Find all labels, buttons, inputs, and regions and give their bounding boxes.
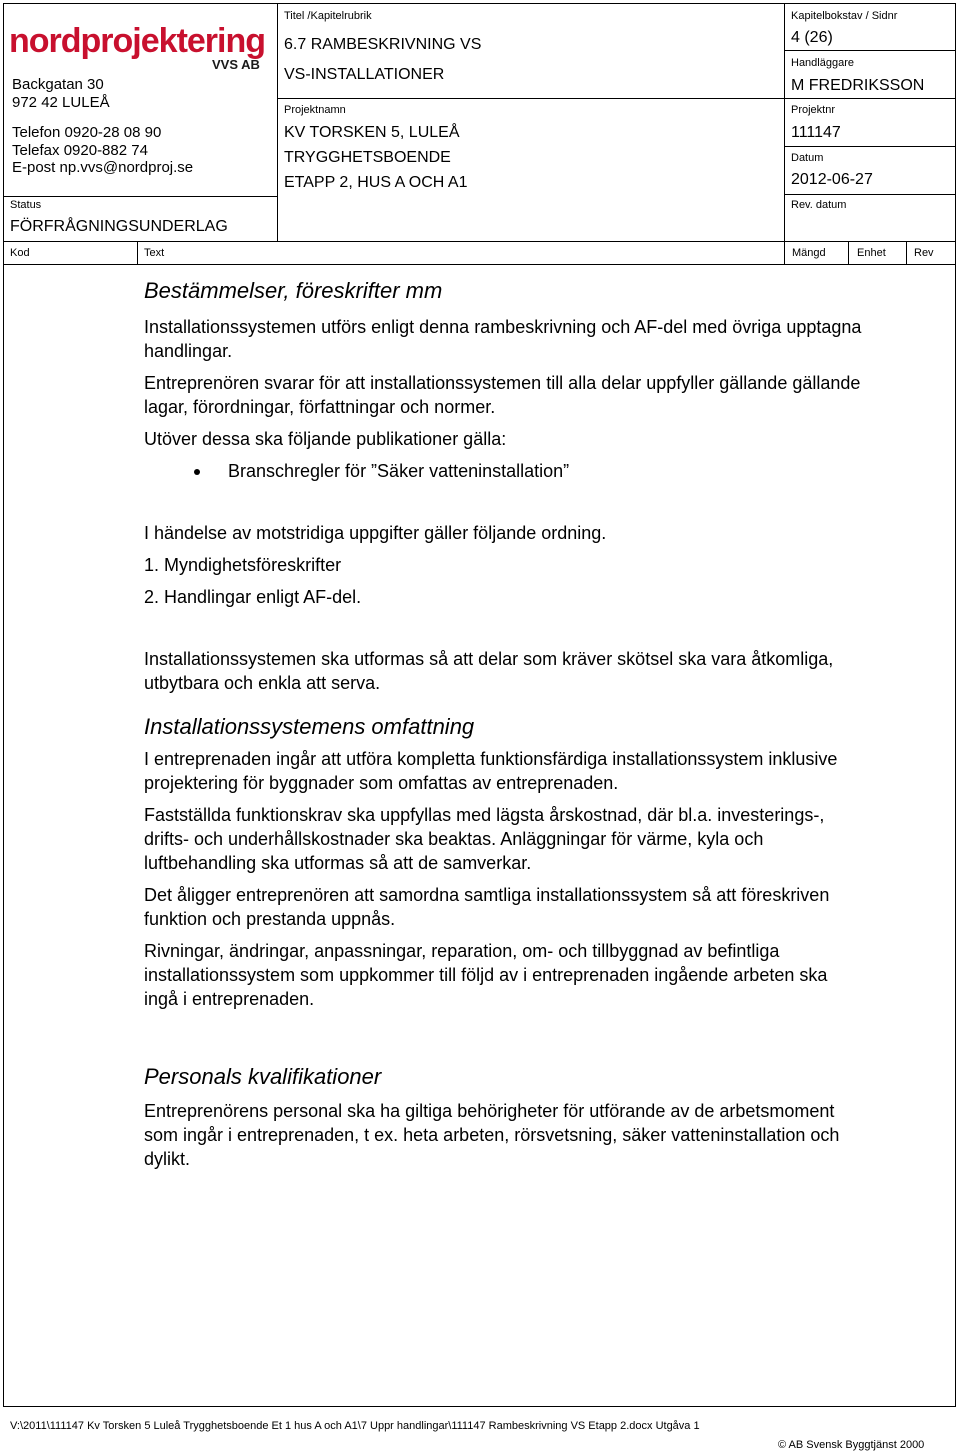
right-line-2 xyxy=(784,98,956,99)
right-line-3 xyxy=(784,146,956,147)
heading-bestammelser: Bestämmelser, föreskrifter mm xyxy=(144,278,443,303)
title-line-2: VS-INSTALLATIONER xyxy=(284,66,445,83)
column-enhet: Enhet xyxy=(857,247,886,259)
date-label: Datum xyxy=(791,152,824,164)
header-bottom-line xyxy=(3,241,956,242)
column-header-bottom xyxy=(3,264,956,265)
paragraph-handelse: I händelse av motstridiga uppgifter gäller följande ordning. xyxy=(144,523,607,543)
list-item-1: 1. Myndighetsföreskrifter xyxy=(144,555,342,575)
bullet-item xyxy=(144,459,864,483)
footer-file-path: V:\2011\111147 Kv Torsken 5 Luleå Trygghetsboende Et 1 hus A och A1\7 Uppr handlingar\111147 Rambeskrivning VS Etapp 2.docx Utgåva 1 xyxy=(10,1420,700,1432)
paragraph-utformas: Installationssystemen ska utformas så att delar som kräver skötsel ska vara åtkomliga, utbytbara och enkla att serva. xyxy=(144,649,834,693)
column-rev: Rev xyxy=(914,247,934,259)
project-no-value: 111147 xyxy=(791,124,841,141)
company-logo-sub: VVS AB xyxy=(212,57,260,72)
col-divider-enhet xyxy=(848,241,849,264)
page-label: Kapitelbokstav / Sidnr xyxy=(791,10,898,22)
title-label: Titel /Kapitelrubrik xyxy=(284,10,372,22)
heading-personal: Personals kvalifikationer xyxy=(144,1064,382,1089)
title-line-1: 6.7 RAMBESKRIVNING VS xyxy=(284,36,482,53)
paragraph-entreprenaden: I entreprenaden ingår att utföra kompletta funktionsfärdiga installationssystem inklusive projektering för byggnader som omfattas av entreprenaden. xyxy=(144,749,838,793)
right-line-4 xyxy=(784,194,956,195)
header-divider-2 xyxy=(784,3,785,241)
rev-date-label: Rev. datum xyxy=(791,199,847,211)
status-label: Status xyxy=(10,199,42,211)
list-item-2: 2. Handlingar enligt AF-del. xyxy=(144,587,362,607)
project-name-label: Projektnamn xyxy=(284,104,346,116)
project-no-label: Projektnr xyxy=(791,104,836,116)
project-name-3: ETAPP 2, HUS A OCH A1 xyxy=(284,174,468,191)
bullet-dot-icon xyxy=(194,469,200,475)
column-text: Text xyxy=(144,247,165,259)
company-fax: Telefax 0920-882 74 xyxy=(12,142,148,159)
col-divider-kod xyxy=(137,241,138,264)
header-divider-1 xyxy=(277,3,278,241)
company-phone: Telefon 0920-28 08 90 xyxy=(12,124,162,141)
company-address-2: 972 42 LULEÅ xyxy=(12,94,110,111)
heading-omfattning: Installationssystemens omfattning xyxy=(144,714,475,739)
footer-copyright: © AB Svensk Byggtjänst 2000 xyxy=(778,1439,925,1451)
paragraph-rivningar: Rivningar, ändringar, anpassningar, reparation, om- och tillbyggnad av befintliga installationssystem som uppkommer till följd av i entreprenaden ingående arbeten ska ingå i entreprenaden. xyxy=(144,941,828,1009)
column-mangd: Mängd xyxy=(792,247,826,259)
col-divider-mangd xyxy=(784,241,785,264)
paragraph-funktionskrav: Fastställda funktionskrav ska uppfyllas med lägsta årskostnad, där bl.a. investerings-, drifts- och underhållskostnader ska beaktas. Anläggningar för värme, kyla och luftbehandling ska utformas så att de samverkar. xyxy=(144,805,825,873)
company-address-1: Backgatan 30 xyxy=(12,76,104,93)
col-divider-rev xyxy=(906,241,907,264)
column-kod: Kod xyxy=(10,247,30,259)
project-name-2: TRYGGHETSBOENDE xyxy=(284,149,451,166)
paragraph-installationssystemen: Installationssystemen utförs enligt denna rambeskrivning och AF-del med övriga upptagna handlingar. xyxy=(144,317,862,361)
title-line xyxy=(277,98,784,99)
status-value: FÖRFRÅGNINGSUNDERLAG xyxy=(10,218,228,235)
paragraph-personal: Entreprenörens personal ska ha giltiga behörigheter för utförande av de arbetsmoment som ingår i entreprenaden, t ex. heta arbeten, rörsvetsning, säker vatteninstallation och dylikt. xyxy=(144,1101,840,1169)
company-logo: nordprojektering xyxy=(9,22,266,60)
paragraph-samordna: Det åligger entreprenören att samordna samtliga installationssystem så att föreskriven funktion och prestanda uppnås. xyxy=(144,885,830,929)
paragraph-utover: Utöver dessa ska följande publikationer gälla: xyxy=(144,429,507,449)
right-line-1 xyxy=(784,50,956,51)
handler-value: M FREDRIKSSON xyxy=(791,77,925,94)
handler-label: Handläggare xyxy=(791,57,854,69)
page-value: 4 (26) xyxy=(791,29,833,46)
status-line xyxy=(3,196,277,197)
date-value: 2012-06-27 xyxy=(791,171,873,188)
paragraph-entreprenoren: Entreprenören svarar för att installationssystemen till alla delar uppfyller gällande gällande lagar, förordningar, författningar och normer. xyxy=(144,373,861,417)
bullet-text: Branschregler för ”Säker vatteninstallation” xyxy=(228,461,570,481)
document-body xyxy=(144,277,864,1171)
project-name-1: KV TORSKEN 5, LULEÅ xyxy=(284,124,460,141)
company-email: E-post np.vvs@nordproj.se xyxy=(12,159,194,176)
